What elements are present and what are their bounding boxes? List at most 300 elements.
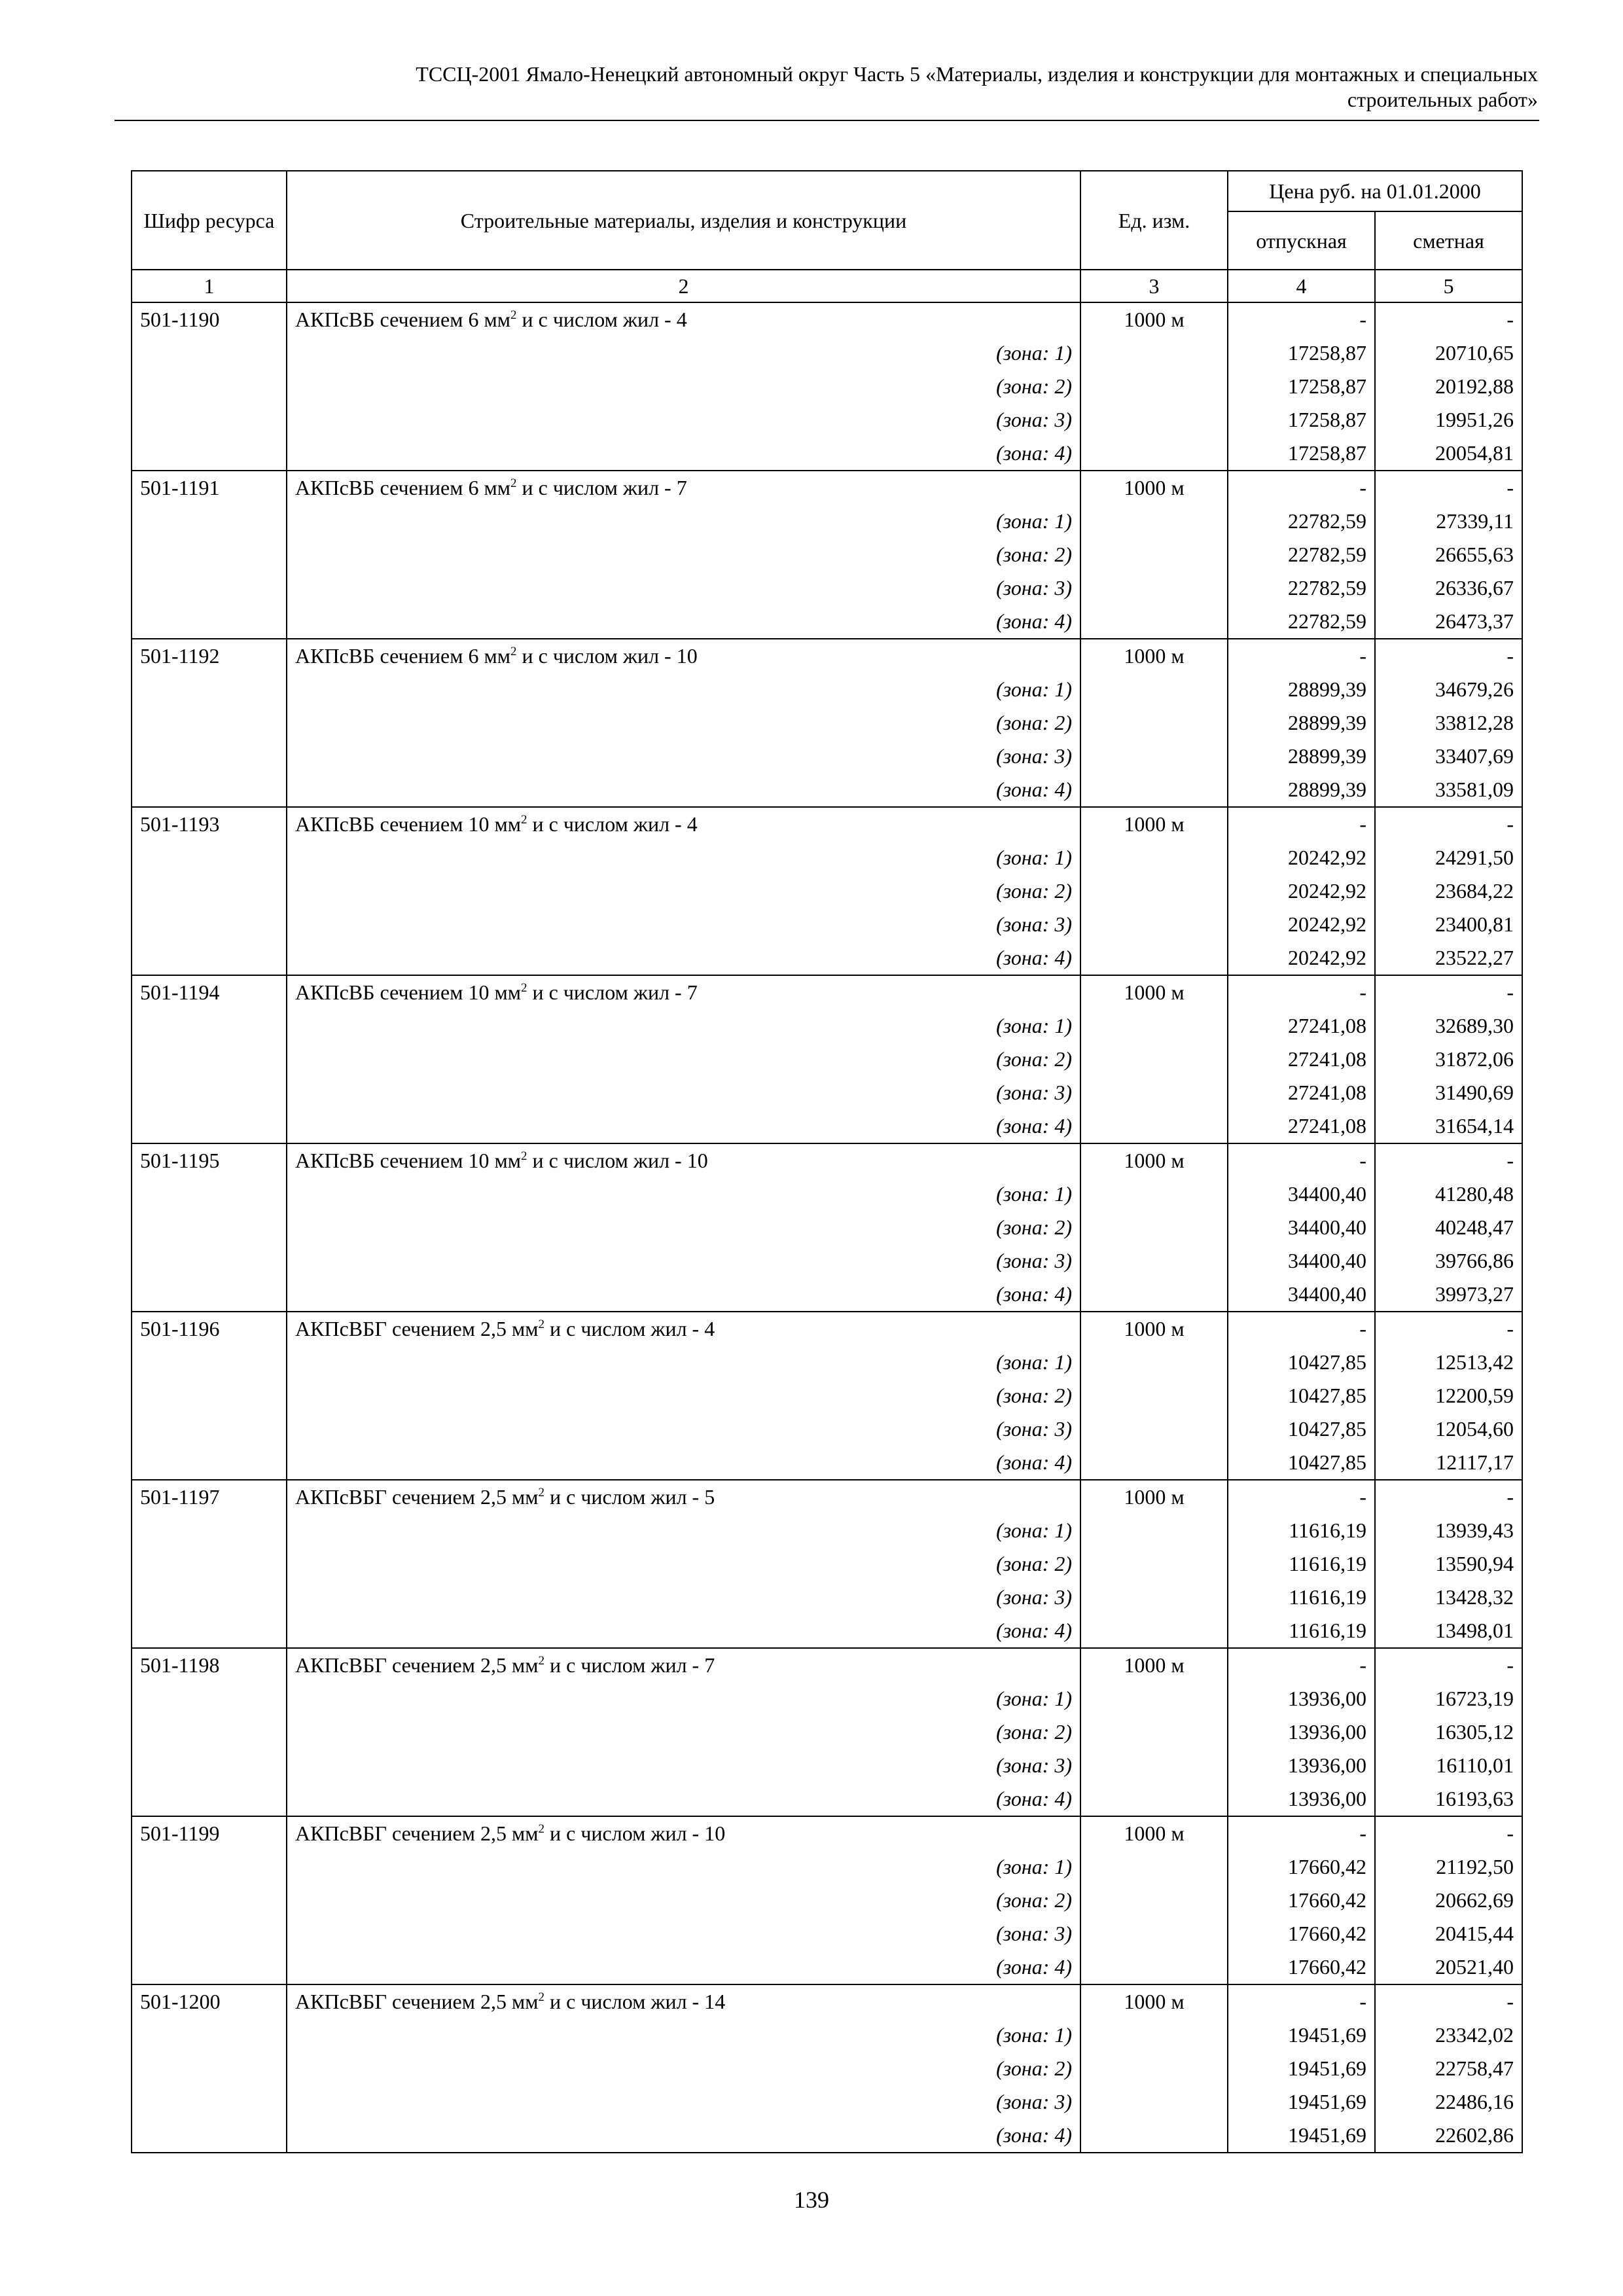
estimate-price: 12513,42 (1375, 1346, 1522, 1379)
estimate-price: 22602,86 (1375, 2119, 1522, 2153)
estimate-price: 13428,32 (1375, 1581, 1522, 1614)
header-unit: Ед. изм. (1080, 171, 1228, 270)
table-row (132, 471, 1522, 505)
material-name-suffix: и с числом жил - (532, 812, 682, 836)
estimate-price: - (1375, 1312, 1522, 1346)
estimate-price: 41280,48 (1375, 1177, 1522, 1211)
resource-code-empty (132, 941, 287, 975)
unit-empty (1080, 1109, 1228, 1143)
unit-superscript: 2 (520, 813, 527, 827)
material-name-suffix: и с числом жил - (549, 1317, 700, 1340)
table-row-zone (132, 505, 1522, 538)
estimate-price: - (1375, 1816, 1522, 1850)
table-row (132, 639, 1522, 673)
estimate-price: 31872,06 (1375, 1043, 1522, 1076)
estimate-price: 16193,63 (1375, 1782, 1522, 1816)
core-count: 4 (704, 1317, 715, 1340)
table-row (132, 807, 1522, 841)
unit-empty (1080, 2085, 1228, 2119)
estimate-price: 40248,47 (1375, 1211, 1522, 1244)
estimate-price: - (1375, 1480, 1522, 1514)
zone-label: (зона: 2) (287, 1211, 1080, 1244)
table-row-zone (132, 1547, 1522, 1581)
table-row-zone (132, 2119, 1522, 2153)
resource-code-empty (132, 841, 287, 874)
table-row (132, 1312, 1522, 1346)
estimate-price: - (1375, 1648, 1522, 1682)
unit-superscript: 2 (538, 1486, 544, 1499)
release-price: 13936,00 (1228, 1715, 1375, 1749)
resource-code-empty (132, 1177, 287, 1211)
unit-empty (1080, 740, 1228, 773)
release-price: 17660,42 (1228, 1917, 1375, 1950)
estimate-price: 34679,26 (1375, 673, 1522, 706)
resource-code: 501-1196 (132, 1312, 287, 1346)
resource-code-empty (132, 2085, 287, 2119)
unit-superscript: 2 (538, 1318, 544, 1331)
unit-empty (1080, 1884, 1228, 1917)
resource-code: 501-1194 (132, 975, 287, 1009)
resource-code: 501-1197 (132, 1480, 287, 1514)
zone-label: (зона: 4) (287, 1782, 1080, 1816)
material-name-suffix: и с числом жил - (532, 980, 682, 1004)
resource-code-empty (132, 1850, 287, 1884)
estimate-price: - (1375, 975, 1522, 1009)
zone-label: (зона: 4) (287, 1950, 1080, 1984)
release-price: 34400,40 (1228, 1244, 1375, 1278)
core-count: 7 (704, 1653, 715, 1677)
estimate-price: 26655,63 (1375, 538, 1522, 571)
resource-code-empty (132, 538, 287, 571)
estimate-price: 20662,69 (1375, 1884, 1522, 1917)
material-name (287, 1480, 1080, 1514)
resource-code-empty (132, 1009, 287, 1043)
estimate-price: 16305,12 (1375, 1715, 1522, 1749)
estimate-price: - (1375, 639, 1522, 673)
material-name (287, 807, 1080, 841)
unit-empty (1080, 941, 1228, 975)
resource-code: 501-1191 (132, 471, 287, 505)
price-table (131, 170, 1523, 2153)
unit-of-measure: 1000 м (1080, 1312, 1228, 1346)
unit-of-measure: 1000 м (1080, 1984, 1228, 2018)
estimate-price: 12200,59 (1375, 1379, 1522, 1412)
release-price: 20242,92 (1228, 941, 1375, 975)
resource-code: 501-1190 (132, 302, 287, 336)
material-name-suffix: и с числом жил - (549, 1485, 700, 1509)
release-price: 17258,87 (1228, 403, 1375, 437)
estimate-price: 20710,65 (1375, 336, 1522, 370)
unit-of-measure: 1000 м (1080, 1480, 1228, 1514)
unit-empty (1080, 571, 1228, 605)
release-price: - (1228, 1648, 1375, 1682)
zone-label: (зона: 1) (287, 1850, 1080, 1884)
table-row-zone (132, 874, 1522, 908)
material-name-prefix: АКПсВБГ сечением 2,5 мм (295, 1821, 539, 1845)
resource-code-empty (132, 1412, 287, 1446)
zone-label: (зона: 3) (287, 1749, 1080, 1782)
table-row-zone (132, 908, 1522, 941)
material-name (287, 1984, 1080, 2018)
estimate-price: 24291,50 (1375, 841, 1522, 874)
unit-empty (1080, 773, 1228, 807)
table-row-zone (132, 403, 1522, 437)
release-price: 19451,69 (1228, 2052, 1375, 2085)
table-row-zone (132, 773, 1522, 807)
resource-code-empty (132, 1581, 287, 1614)
table-row-zone (132, 1446, 1522, 1480)
resource-code-empty (132, 1446, 287, 1480)
zone-label: (зона: 1) (287, 1514, 1080, 1547)
release-price: 10427,85 (1228, 1346, 1375, 1379)
estimate-price: 13590,94 (1375, 1547, 1522, 1581)
release-price: 22782,59 (1228, 505, 1375, 538)
table-row-zone (132, 706, 1522, 740)
resource-code: 501-1195 (132, 1143, 287, 1177)
core-count: 7 (687, 980, 698, 1004)
unit-empty (1080, 505, 1228, 538)
estimate-price: 23342,02 (1375, 2018, 1522, 2052)
release-price: - (1228, 807, 1375, 841)
resource-code-empty (132, 673, 287, 706)
zone-label: (зона: 3) (287, 1917, 1080, 1950)
unit-empty (1080, 370, 1228, 403)
release-price: 34400,40 (1228, 1177, 1375, 1211)
release-price: 17258,87 (1228, 336, 1375, 370)
release-price: 17258,87 (1228, 437, 1375, 471)
material-name-prefix: АКПсВБ сечением 10 мм (295, 1149, 521, 1172)
estimate-price: 39973,27 (1375, 1278, 1522, 1312)
estimate-price: 23522,27 (1375, 941, 1522, 975)
resource-code-empty (132, 1076, 287, 1109)
zone-label: (зона: 3) (287, 1412, 1080, 1446)
table-row-zone (132, 1177, 1522, 1211)
table-row-zone (132, 1749, 1522, 1782)
release-price: 20242,92 (1228, 841, 1375, 874)
estimate-price: 26336,67 (1375, 571, 1522, 605)
zone-label: (зона: 3) (287, 908, 1080, 941)
estimate-price: 33407,69 (1375, 740, 1522, 773)
unit-of-measure: 1000 м (1080, 302, 1228, 336)
material-name-suffix: и с числом жил - (532, 1149, 682, 1172)
table-body (132, 302, 1522, 2153)
material-name-prefix: АКПсВБГ сечением 2,5 мм (295, 1653, 539, 1677)
running-header-line-1: ТССЦ-2001 Ямало-Ненецкий автономный округ Часть 5 «Материалы, изделия и конструкции для монтажных и специальных (416, 62, 1538, 86)
release-price: 13936,00 (1228, 1782, 1375, 1816)
column-number: 4 (1228, 270, 1375, 302)
zone-label: (зона: 1) (287, 1177, 1080, 1211)
estimate-price: 22486,16 (1375, 2085, 1522, 2119)
estimate-price: 20054,81 (1375, 437, 1522, 471)
zone-label: (зона: 4) (287, 1614, 1080, 1648)
header-rule (115, 120, 1539, 121)
unit-superscript: 2 (538, 1654, 544, 1668)
table-row (132, 1984, 1522, 2018)
material-name-suffix: и с числом жил - (549, 1653, 700, 1677)
release-price: 11616,19 (1228, 1547, 1375, 1581)
resource-code-empty (132, 1715, 287, 1749)
unit-empty (1080, 1715, 1228, 1749)
release-price: 22782,59 (1228, 538, 1375, 571)
release-price: 17660,42 (1228, 1884, 1375, 1917)
resource-code: 501-1198 (132, 1648, 287, 1682)
release-price: - (1228, 1984, 1375, 2018)
unit-empty (1080, 1009, 1228, 1043)
release-price: 10427,85 (1228, 1446, 1375, 1480)
table-row-zone (132, 605, 1522, 639)
release-price: 19451,69 (1228, 2119, 1375, 2153)
table-row (132, 1816, 1522, 1850)
zone-label: (зона: 3) (287, 571, 1080, 605)
release-price: 13936,00 (1228, 1749, 1375, 1782)
resource-code-empty (132, 1917, 287, 1950)
resource-code: 501-1200 (132, 1984, 287, 2018)
resource-code-empty (132, 740, 287, 773)
estimate-price: 16723,19 (1375, 1682, 1522, 1715)
resource-code-empty (132, 2018, 287, 2052)
table-row-zone (132, 336, 1522, 370)
material-name-prefix: АКПсВБГ сечением 2,5 мм (295, 1990, 539, 2013)
material-name-suffix: и с числом жил - (549, 1990, 700, 2013)
release-price: - (1228, 1816, 1375, 1850)
material-name-suffix: и с числом жил - (522, 308, 671, 331)
material-name (287, 975, 1080, 1009)
core-count: 4 (676, 308, 687, 331)
unit-of-measure: 1000 м (1080, 975, 1228, 1009)
table-row-zone (132, 1782, 1522, 1816)
resource-code-empty (132, 1379, 287, 1412)
core-count: 5 (704, 1485, 715, 1509)
unit-empty (1080, 336, 1228, 370)
release-price: 27241,08 (1228, 1076, 1375, 1109)
estimate-price: 39766,86 (1375, 1244, 1522, 1278)
estimate-price: 22758,47 (1375, 2052, 1522, 2085)
release-price: - (1228, 302, 1375, 336)
resource-code-empty (132, 773, 287, 807)
unit-empty (1080, 706, 1228, 740)
unit-empty (1080, 1749, 1228, 1782)
resource-code-empty (132, 1109, 287, 1143)
table-row-zone (132, 1917, 1522, 1950)
unit-of-measure: 1000 м (1080, 807, 1228, 841)
release-price: 20242,92 (1228, 874, 1375, 908)
material-name (287, 302, 1080, 336)
table-row (132, 302, 1522, 336)
header-price: Цена руб. на 01.01.2000 (1228, 171, 1522, 211)
header-code: Шифр ресурса (132, 171, 287, 270)
unit-superscript: 2 (538, 1822, 544, 1836)
release-price: - (1228, 639, 1375, 673)
resource-code-empty (132, 706, 287, 740)
estimate-price: 12117,17 (1375, 1446, 1522, 1480)
resource-code-empty (132, 1884, 287, 1917)
resource-code-empty (132, 1244, 287, 1278)
release-price: 11616,19 (1228, 1581, 1375, 1614)
unit-of-measure: 1000 м (1080, 471, 1228, 505)
release-price: 34400,40 (1228, 1278, 1375, 1312)
estimate-price: - (1375, 302, 1522, 336)
resource-code: 501-1192 (132, 639, 287, 673)
resource-code: 501-1199 (132, 1816, 287, 1850)
estimate-price: 20415,44 (1375, 1917, 1522, 1950)
running-header (115, 62, 1538, 113)
resource-code-empty (132, 336, 287, 370)
estimate-price: 23684,22 (1375, 874, 1522, 908)
release-price: 20242,92 (1228, 908, 1375, 941)
table-row-zone (132, 1009, 1522, 1043)
resource-code-empty (132, 1346, 287, 1379)
unit-empty (1080, 1211, 1228, 1244)
unit-empty (1080, 2119, 1228, 2153)
material-name-prefix: АКПсВБ сечением 6 мм (295, 308, 510, 331)
table-row-zone (132, 1412, 1522, 1446)
resource-code-empty (132, 1749, 287, 1782)
unit-empty (1080, 1379, 1228, 1412)
estimate-price: 13939,43 (1375, 1514, 1522, 1547)
table-row (132, 1143, 1522, 1177)
resource-code-empty (132, 1278, 287, 1312)
resource-code-empty (132, 571, 287, 605)
release-price: 27241,08 (1228, 1109, 1375, 1143)
zone-label: (зона: 3) (287, 1581, 1080, 1614)
zone-label: (зона: 2) (287, 1043, 1080, 1076)
table-row (132, 1648, 1522, 1682)
unit-empty (1080, 1076, 1228, 1109)
unit-empty (1080, 1278, 1228, 1312)
unit-empty (1080, 605, 1228, 639)
unit-empty (1080, 1043, 1228, 1076)
zone-label: (зона: 4) (287, 2119, 1080, 2153)
table-row-zone (132, 1682, 1522, 1715)
material-name-suffix: и с числом жил - (522, 476, 671, 499)
unit-empty (1080, 1782, 1228, 1816)
material-name-suffix: и с числом жил - (549, 1821, 700, 1845)
resource-code-empty (132, 1043, 287, 1076)
unit-empty (1080, 1547, 1228, 1581)
estimate-price: 32689,30 (1375, 1009, 1522, 1043)
zone-label: (зона: 2) (287, 1884, 1080, 1917)
unit-empty (1080, 1514, 1228, 1547)
table-row-zone (132, 1076, 1522, 1109)
unit-empty (1080, 1346, 1228, 1379)
release-price: 11616,19 (1228, 1614, 1375, 1648)
unit-empty (1080, 437, 1228, 471)
zone-label: (зона: 2) (287, 1547, 1080, 1581)
release-price: - (1228, 471, 1375, 505)
unit-empty (1080, 874, 1228, 908)
core-count: 10 (704, 1821, 726, 1845)
release-price: - (1228, 1143, 1375, 1177)
estimate-price: - (1375, 471, 1522, 505)
resource-code-empty (132, 908, 287, 941)
material-name-prefix: АКПсВБГ сечением 2,5 мм (295, 1485, 539, 1509)
estimate-price: 19951,26 (1375, 403, 1522, 437)
table-row-zone (132, 1884, 1522, 1917)
unit-empty (1080, 841, 1228, 874)
table-row-zone (132, 1614, 1522, 1648)
release-price: 28899,39 (1228, 706, 1375, 740)
column-number: 2 (287, 270, 1080, 302)
estimate-price: 31490,69 (1375, 1076, 1522, 1109)
release-price: 27241,08 (1228, 1043, 1375, 1076)
table-row (132, 975, 1522, 1009)
unit-empty (1080, 908, 1228, 941)
material-name-prefix: АКПсВБ сечением 10 мм (295, 812, 521, 836)
resource-code-empty (132, 1211, 287, 1244)
column-number: 1 (132, 270, 287, 302)
zone-label: (зона: 4) (287, 437, 1080, 471)
resource-code-empty (132, 1547, 287, 1581)
estimate-price: 20192,88 (1375, 370, 1522, 403)
zone-label: (зона: 1) (287, 673, 1080, 706)
column-number: 3 (1080, 270, 1228, 302)
material-name-prefix: АКПсВБ сечением 10 мм (295, 980, 521, 1004)
estimate-price: 33581,09 (1375, 773, 1522, 807)
header-estimate-price: сметная (1375, 211, 1522, 270)
material-name (287, 1816, 1080, 1850)
resource-code-empty (132, 370, 287, 403)
release-price: - (1228, 975, 1375, 1009)
release-price: 10427,85 (1228, 1379, 1375, 1412)
zone-label: (зона: 4) (287, 1109, 1080, 1143)
unit-empty (1080, 1950, 1228, 1984)
release-price: 28899,39 (1228, 673, 1375, 706)
zone-label: (зона: 3) (287, 740, 1080, 773)
unit-of-measure: 1000 м (1080, 639, 1228, 673)
table-row-zone (132, 1514, 1522, 1547)
unit-empty (1080, 538, 1228, 571)
resource-code-empty (132, 2052, 287, 2085)
core-count: 7 (676, 476, 687, 499)
unit-empty (1080, 1682, 1228, 1715)
unit-empty (1080, 2018, 1228, 2052)
zone-label: (зона: 2) (287, 538, 1080, 571)
table-row-zone (132, 1278, 1522, 1312)
unit-of-measure: 1000 м (1080, 1648, 1228, 1682)
unit-superscript: 2 (510, 645, 517, 658)
unit-empty (1080, 1581, 1228, 1614)
material-name (287, 639, 1080, 673)
zone-label: (зона: 1) (287, 1682, 1080, 1715)
release-price: 17258,87 (1228, 370, 1375, 403)
core-count: 4 (687, 812, 698, 836)
estimate-price: 31654,14 (1375, 1109, 1522, 1143)
table-row-zone (132, 841, 1522, 874)
estimate-price: 23400,81 (1375, 908, 1522, 941)
zone-label: (зона: 3) (287, 2085, 1080, 2119)
zone-label: (зона: 4) (287, 773, 1080, 807)
release-price: 19451,69 (1228, 2085, 1375, 2119)
zone-label: (зона: 4) (287, 941, 1080, 975)
zone-label: (зона: 3) (287, 403, 1080, 437)
table-row-zone (132, 370, 1522, 403)
resource-code-empty (132, 505, 287, 538)
resource-code-empty (132, 403, 287, 437)
zone-label: (зона: 1) (287, 841, 1080, 874)
estimate-price: 20521,40 (1375, 1950, 1522, 1984)
estimate-price: - (1375, 807, 1522, 841)
release-price: 10427,85 (1228, 1412, 1375, 1446)
unit-empty (1080, 1614, 1228, 1648)
unit-of-measure: 1000 м (1080, 1816, 1228, 1850)
estimate-price: - (1375, 1984, 1522, 2018)
unit-empty (1080, 2052, 1228, 2085)
table-row-zone (132, 1379, 1522, 1412)
release-price: 27241,08 (1228, 1009, 1375, 1043)
page-number: 139 (794, 2187, 829, 2213)
release-price: - (1228, 1312, 1375, 1346)
release-price: 28899,39 (1228, 773, 1375, 807)
